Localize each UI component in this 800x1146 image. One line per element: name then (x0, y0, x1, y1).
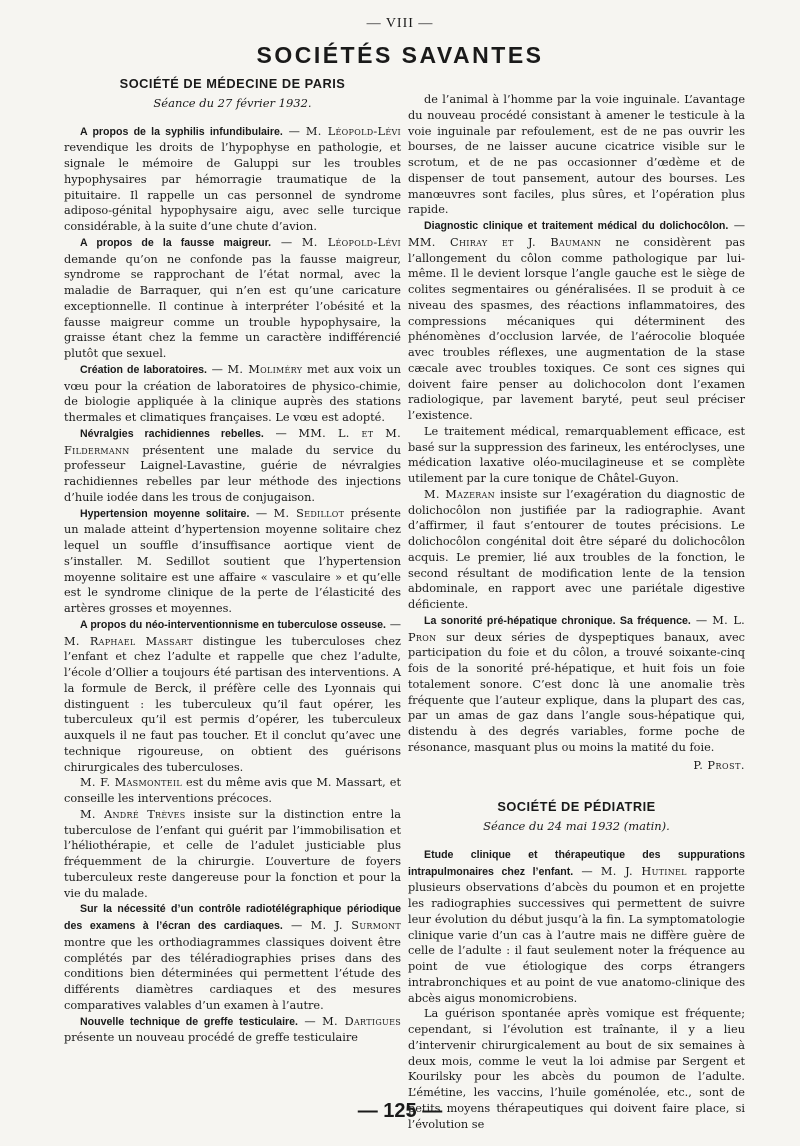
article-paragraph (64, 807, 401, 902)
article-text: de l’animal à l’homme par la voie inguinale. L’avantage du nouveau procédé consistant à amener le testicule à la voie inguinale par refoulement, est de ne pas ouvrir les bourses, de ne laisser aucune cicatrice visible sur le scrotum, et de ne pas occasionner d’œdème et de dispenser de tout pansement, autour des bourses. Les manœuvres sont faciles, plus sûres, et l’opération plus rapide. (408, 93, 745, 217)
article-paragraph (408, 487, 745, 613)
article-author: M. J. Hutinel (600, 864, 687, 878)
article-text: revendique les droits de l’hypophyse en pathologie, et signale le mémoire de Galuppi sur les troubles hypophysaires par hémorragie traumatique de la pituitaire. Il rappelle un cas personnel de syndrome adiposo-génital hypophysaire aigu, avec selle turcique considérable, à la suite d’une chute d’avion. (64, 141, 401, 233)
article-paragraph (408, 92, 745, 218)
session-date: Séance du 24 mai 1932 (matin). (483, 819, 670, 833)
article-paragraph: Sur la nécessité d’un contrôle radiotélégraphique périodique des examens à l’écran des cardiaques. — M. J. Surmont montre que les orthodiagrammes classiques doivent être complétés par des téléradiographies prises dans des conditions bien déterminées qui permettent l’étude des différents diamètres cardiaques et des mesures comparatives valables d’un examen à l’autre. (64, 903, 401, 1012)
article-author: M. Moliméry (227, 362, 303, 376)
article-author: MM. Chiray et J. Baumann (408, 235, 602, 249)
article-text: présente un malade atteint d’hypertension moyenne solitaire chez lequel un souffle d’insuffisance aortique vient de s’installer. M. Sedillot soutient que l’hypertension moyenne solitaire est une affaire « vasculaire » et qu’elle est le syndrome clinique de la perte de l’élasticité des artères grosses et moyennes. (64, 506, 401, 615)
article-text: La guérison spontanée après vomique est fréquente; cependant, si l’évolution est traînante, il y a lieu d’intervenir chirurgicalement au bout de six semaines à deux mois, comme le veut la loi admise par Sergent et Kourilsky pour les abcès du poumon de l’adulte. L’émétine, les vaccins, l’huile goménolée, etc., sont de petits moyens thérapeutiques qui doivent faire place, si l’évolution se (408, 1007, 745, 1131)
article-paragraph: Diagnostic clinique et traitement médical du dolichocôlon. — MM. Chiray et J. Baumann ne considèrent pas l’allongement du côlon comme pathologique par lui-même. Il le devient lorsque l’angle gauche est le siège de colites segmentaires ou généralisées. Il se produit à ce niveau des spasmes, des réactions inflammatoires, des compressions mécaniques qui déterminent des phénomènes d’occlusion larvée, de l’aérocolie bloquée avec troubles réflexes, une augmentation de la stase cæcale avec troubles toxiques. Ce sont ces signes qui doivent faire penser au dolichocolon dont l’examen radiologique, par lavement baryté, peut seul préciser l’existence. (408, 219, 745, 422)
article-lead: A propos de la fausse maigreur. (80, 236, 272, 249)
article-lead: Création de laboratoires. (80, 363, 207, 376)
left-column (64, 76, 401, 1046)
article-text: ne considèrent pas l’allongement du côlon comme pathologique par lui-même. Il le devient lorsque l’angle gauche est le siège de colites segmentaires ou généralisées. Il se produit à ce niveau des spasmes, des réactions inflammatoires, des compressions mécaniques qui déterminent des phénomènes d’occlusion larvée, de l’aérocolie bloquée avec troubles réflexes, une augmentation de la stase cæcale avec troubles toxiques. Ce sont ces signes qui doivent faire penser au dolichocolon dont l’examen radiologique, par lavement baryté, peut seul préciser l’existence. (408, 235, 745, 422)
article-author: M. Dartigues (322, 1014, 401, 1028)
article-text: présentent une malade du service du professeur Laignel-Lavastine, guérie de névralgies rachidiennes rebelles par leur méthode des injections d’huile iodée dans les trous de conjugaison. (64, 443, 401, 504)
article-paragraph: A propos du néo-interventionnisme en tuberculose osseuse. — M. Raphael Massart distingue les tuberculoses chez l’enfant et chez l’adulte et rappelle que chez l’adulte, l’école d’Ollier a toujours été partisan des interventions. A la formule de Berck, il préfère celle des Lyonnais qui distinguent : les tuberculeux qu’il faut opérer, les tuberculeux qu’il est permis d’opérer, les tuberculeux auxquels il ne faut pas toucher. Et il conclut qu’avec une technique rigoureuse, on obtient des guérisons chirurgicales des tuberculoses. (64, 617, 401, 774)
article-text: Le traitement médical, remarquablement efficace, est basé sur la suppression des farineux, les entéroclyses, une médication laxative oléo-mucilagineuse et se complète utilement par la cure tonique de Châtel-Guyon. (408, 424, 745, 485)
article-lead: Etude clinique et thérapeutique des suppurations intrapulmonaires chez l’enfant. (408, 848, 745, 878)
article-text: rapporte plusieurs observations d’abcès du poumon et en projette les radiographies successives qui permettent de suivre leur évolution du début jusqu’à la fin. La symptomatologie clinique varie d’un cas à l’autre mais ne diffère guère de celle de l’adulte : il faut seulement noter la fréquence au point de vue étiologique des corps étrangers intrabronchiques et au point de vue anatomo-clinique des abcès aigus monomicrobiens. (408, 864, 745, 1005)
article-text: est du même avis que M. Massart, et conseille les interventions précoces. (64, 776, 401, 805)
article-lead: Hypertension moyenne solitaire. (80, 507, 250, 520)
article-lead: Névralgies rachidiennes rebelles. (80, 427, 264, 440)
page-number: — 125 — (357, 1100, 443, 1122)
article-lead: La sonorité pré-hépatique chronique. Sa fréquence. (424, 614, 691, 627)
article-paragraph (64, 775, 401, 807)
article-paragraph (408, 424, 745, 487)
article-text: sur deux séries de dyspeptiques banaux, avec participation du foie et du côlon, a trouvé soixante-cinq fois de la sonorité pré-hépatique, et huit fois un foie totalement sonore. C’est donc là une anomalie très fréquente que l’auteur explique, dans la plupart des cas, par un amas de gaz dans l’angle sous-hépatique qui, distendu à des degrés variables, forme poche de résonance, masquant plus ou moins la matité du foie. (408, 630, 746, 754)
society-heading: SOCIÉTÉ DE PÉDIATRIE (497, 799, 656, 815)
page-roman-numeral: — VIII — (366, 16, 434, 31)
article-author: M. F. Masmonteil (80, 776, 182, 790)
article-text: met aux voix un vœu pour la création de laboratoires de physico-chimie, de biologie appliquée à la clinique auprès des stations thermales et climatiques françaises. Le vœu est adopté. (64, 362, 402, 424)
article-author: M. Léopold-Lévi (301, 235, 401, 249)
article-text: insiste sur l’exagération du diagnostic de dolichocôlon non justifiée par la radiographie. Avant d’affirmer, il faut s’entourer de toutes précisions. Le dolichocôlon congénital doit être séparé du dolichocôlon acquis. Le premier, lié aux troubles de la fonction, le second résultant de modification lente de la tension abdominale, en rapport avec une pariétale digestive déficiente. (408, 487, 745, 611)
article-text: demande qu’on ne confonde pas la fausse maigreur, syndrome se rapprochant de l’état normal, avec la maladie de Barraquer, qui n’en est qu’une caricature exceptionnelle. Il continue à interpréter l’obésité et la fausse maigreur comme un trouble hypophysaire, la graisse étant chez la femme un caractère indifférencié plutôt que sexuel. (64, 252, 401, 360)
society-heading: SOCIÉTÉ DE MÉDECINE DE PARIS (119, 76, 346, 91)
article-paragraph: La sonorité pré-hépatique chronique. Sa fréquence. — M. L. Pron sur deux séries de dyspeptiques banaux, avec participation du foie et du côlon, a trouvé soixante-cinq fois de la sonorité pré-hépatique, et huit fois un foie totalement sonore. C’est donc là une anomalie très fréquente que l’auteur explique, dans la plupart des cas, par un amas de gaz dans l’angle sous-hépatique qui, distendu à des degrés variables, forme poche de résonance, masquant plus ou moins la matité du foie. (408, 613, 746, 754)
article-text: montre que les orthodiagrammes classiques doivent être complétés par des téléradiographies prises dans des conditions bien déterminées qui permettent l’étude des différents diamètres cardiaques et des mesures comparatives valables d’un examen à l’autre. (64, 935, 401, 1012)
page-title: SOCIÉTÉS SAVANTES (256, 42, 544, 68)
article-author: M. Raphael Massart (64, 634, 193, 648)
article-paragraph: Névralgies rachidiennes rebelles. — MM. L. et M. Fildermann présentent une malade du service du professeur Laignel-Lavastine, guérie de névralgies rachidiennes rebelles par leur méthode des injections d’huile iodée dans les trous de conjugaison. (64, 426, 401, 504)
article-text: distingue les tuberculoses chez l’enfant et chez l’adulte et rappelle que chez l’adulte, l’école d’Ollier a toujours été partisan des interventions. A la formule de Berck, il préfère celle des Lyonnais qui distinguent : les tuberculeux qu’il faut opérer, les tuberculeux qu’il est permis d’opérer, les tuberculeux auxquels il ne faut pas toucher. Et il conclut qu’avec une technique rigoureuse, on obtient des guérisons chirurgicales des tuberculoses. (64, 634, 401, 774)
article-list (408, 92, 745, 756)
article-paragraph: A propos de la fausse maigreur. — M. Léopold-Lévi demande qu’on ne confonde pas la fausse maigreur, syndrome se rapprochant de l’état normal, avec la maladie de Barraquer, qui n’en est qu’une caricature exceptionnelle. Il continue à interpréter l’obésité et la fausse maigreur comme un trouble hypophysaire, la graisse étant chez la femme un caractère indifférencié plutôt que sexuel. (64, 235, 401, 360)
article-paragraph: Nouvelle technique de greffe testiculaire. — M. Dartigues présente un nouveau procédé de greffe testiculaire (64, 1014, 401, 1045)
article-lead: Diagnostic clinique et traitement médical du dolichocôlon. (424, 220, 729, 232)
article-list (64, 124, 401, 1047)
article-lead: Sur la nécessité d’un contrôle radiotélégraphique périodique des examens à l’écran des cardiaques. (64, 903, 401, 932)
article-lead: Nouvelle technique de greffe testiculaire. (80, 1015, 298, 1028)
article-paragraph: Hypertension moyenne solitaire. — M. Sedillot présente un malade atteint d’hypertension moyenne solitaire chez lequel un souffle d’insuffisance aortique vient de s’installer. M. Sedillot soutient que l’hypertension moyenne solitaire est une affaire « vasculaire » et qu’elle est le syndrome clinique de la perte de l’élasticité des artères grosses et moyennes. (64, 506, 401, 615)
session-date: Séance du 27 février 1932. (153, 95, 312, 110)
article-paragraph: Etude clinique et thérapeutique des suppurations intrapulmonaires chez l’enfant. — M. J. Hutinel rapporte plusieurs observations d’abcès du poumon et en projette les radiographies successives qui permettent de suivre leur évolution du début jusqu’à la fin. La symptomatologie clinique varie d’un cas à l’autre mais ne diffère guère de celle de l’adulte : il faut seulement noter la fréquence au point de vue étiologique des corps étrangers intrabronchiques et au point de vue anatomo-clinique des abcès aigus monomicrobiens. (408, 848, 745, 1005)
article-paragraph: A propos de la syphilis infundibulaire. — M. Léopold-Lévi revendique les droits de l’hypophyse en pathologie, et signale le mémoire de Galuppi sur les troubles hypophysaires par hémorragie traumatique de la pituitaire. Il rappelle un cas personnel de syndrome adiposo-génital hypophysaire aigu, avec selle turcique considérable, à la suite d’une chute d’avion. (64, 124, 402, 233)
article-author: M. Sedillot (273, 506, 345, 520)
signature: P. Prost. (693, 758, 745, 772)
article-paragraph: Création de laboratoires. — M. Moliméry met aux voix un vœu pour la création de laboratoires de physico-chimie, de biologie appliquée à la clinique auprès des stations thermales et climatiques françaises. Le vœu est adopté. (64, 362, 402, 424)
article-author: M. Mazeran (424, 487, 495, 501)
article-lead: A propos du néo-interventionnisme en tuberculose osseuse. (80, 618, 386, 631)
article-author: M. André Trèves (80, 807, 186, 821)
article-lead: A propos de la syphilis infundibulaire. (80, 125, 283, 138)
article-text: insiste sur la distinction entre la tuberculose de l’enfant qui guérit par l’immobilisation et l’héliothérapie, et celle de l’adulet justiciable plus fréquemment de la chirurgie. L’ouverture de foyers tuberculeux reste dangereuse pour la fonction et pour la vie du malade. (64, 807, 401, 900)
article-list (408, 847, 745, 1133)
article-author: M. L. Pron (408, 613, 746, 644)
article-author: M. J. Surmont (310, 919, 401, 932)
article-text: présente un nouveau procédé de greffe testiculaire (64, 1031, 358, 1045)
article-author: M. Léopold-Lévi (305, 124, 402, 138)
right-column (408, 92, 745, 1132)
article-author: MM. L. et M. Fildermann (64, 426, 401, 457)
